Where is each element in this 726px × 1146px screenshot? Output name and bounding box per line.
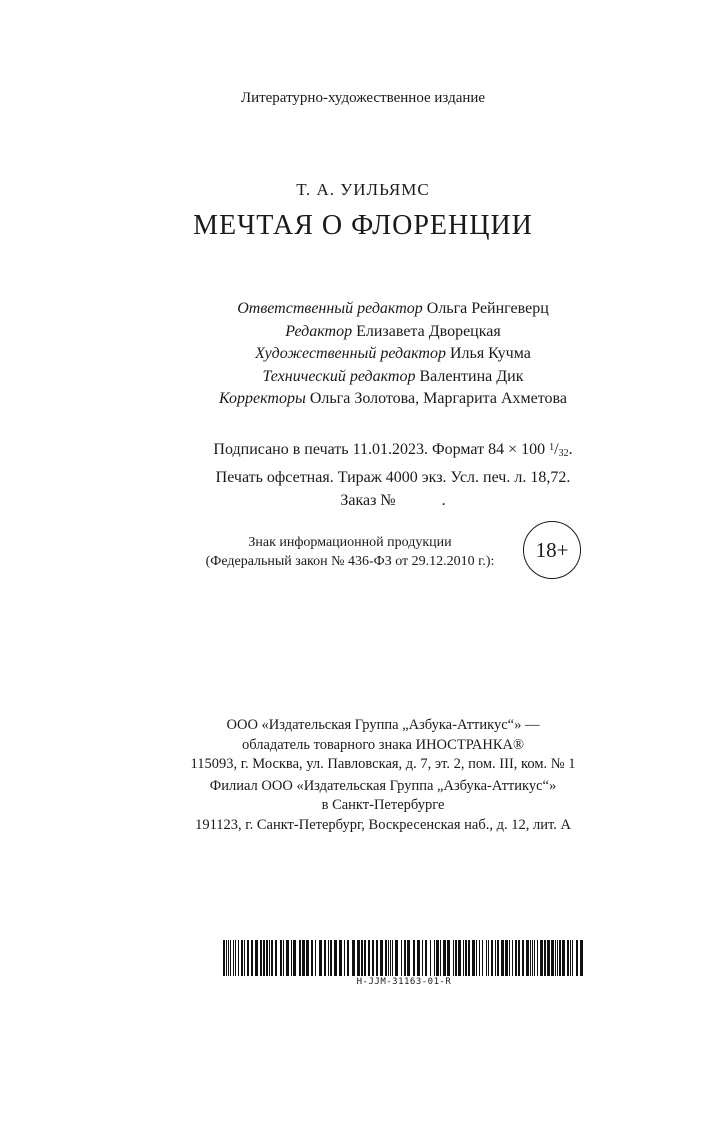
barcode-bar — [339, 940, 342, 976]
barcode-bar — [226, 940, 227, 976]
print-info-block — [0, 436, 726, 513]
barcode-bar — [404, 940, 406, 976]
info-sign-block — [150, 533, 550, 571]
barcode-bar — [518, 940, 520, 976]
barcode-bar — [430, 940, 431, 976]
credit-role: Ответственный редактор — [237, 300, 423, 317]
barcode-bar — [547, 940, 550, 976]
publisher-block — [0, 716, 726, 835]
barcode-bar — [238, 940, 239, 976]
barcode-bar — [330, 940, 332, 976]
barcode-bar — [559, 940, 561, 976]
barcode-bar — [472, 940, 475, 976]
barcode-bar — [453, 940, 454, 976]
credit-line — [0, 343, 726, 366]
publisher-address: 115093, г. Москва, ул. Павловская, д. 7, эт. 2, пом. III, ком. № 1 — [190, 756, 576, 772]
barcode-bar — [380, 940, 383, 976]
barcode-bar — [515, 940, 517, 976]
barcode-bar — [260, 940, 262, 976]
barcode-bar — [522, 940, 524, 976]
order-end: . — [441, 492, 446, 509]
barcode-bar — [319, 940, 322, 976]
signed-text: Подписано в печать 11.01.2023. Формат 84 × 100 — [213, 441, 546, 458]
barcode-bar — [347, 940, 349, 976]
barcode-bar — [562, 940, 565, 976]
barcode-bar — [390, 940, 391, 976]
branch-address: 191123, г. Санкт-Петербург, Воскресенская наб., д. 12, лит. А — [195, 816, 571, 833]
barcode-bar — [407, 940, 410, 976]
barcode — [221, 940, 587, 990]
credit-line — [0, 388, 726, 411]
barcode-code: H-JJM-31163-01-R — [356, 977, 452, 987]
barcode-bar — [447, 940, 450, 976]
info-sign-law: (Федеральный закон № 436-ФЗ от 29.12.2010 г.): — [205, 554, 495, 569]
credit-person: Ольга Золотова, Маргарита Ахметова — [309, 390, 567, 407]
barcode-bar — [537, 940, 538, 976]
barcode-bar — [395, 940, 398, 976]
barcode-bar — [299, 940, 301, 976]
barcode-bar — [385, 940, 387, 976]
barcode-bar — [512, 940, 513, 976]
barcode-bar — [488, 940, 489, 976]
credit-line — [0, 366, 726, 389]
barcode-bar — [417, 940, 420, 976]
barcode-bars-icon — [221, 940, 587, 976]
barcode-bar — [425, 940, 427, 976]
barcode-bar — [458, 940, 461, 976]
barcode-bar — [570, 940, 571, 976]
age-rating-badge: 18+ — [523, 521, 581, 579]
barcode-bar — [455, 940, 457, 976]
branch-name: Филиал ООО «Издательская Группа „Азбука-Аттикус“» — [209, 777, 557, 794]
barcode-bar — [436, 940, 439, 976]
credit-role: Художественный редактор — [255, 345, 446, 362]
barcode-bar — [263, 940, 265, 976]
barcode-bar — [401, 940, 402, 976]
barcode-bar — [576, 940, 578, 976]
barcode-bar — [255, 940, 258, 976]
barcode-bar — [486, 940, 487, 976]
barcode-bar — [352, 940, 355, 976]
barcode-bar — [233, 940, 234, 976]
barcode-bar — [440, 940, 441, 976]
author-name: Т. А. УИЛЬЯМС — [296, 180, 430, 199]
barcode-bar — [328, 940, 329, 976]
barcode-bar — [269, 940, 270, 976]
branch-city: в Санкт-Петербурге — [321, 797, 445, 813]
credit-line — [0, 298, 726, 321]
barcode-bar — [376, 940, 378, 976]
barcode-bar — [251, 940, 253, 976]
barcode-bar — [364, 940, 366, 976]
format-denominator: 32 — [558, 448, 569, 459]
barcode-bar — [293, 940, 296, 976]
barcode-bar — [306, 940, 309, 976]
barcode-bar — [540, 940, 543, 976]
barcode-bar — [526, 940, 529, 976]
barcode-bar — [392, 940, 393, 976]
credit-person: Илья Кучма — [449, 345, 531, 362]
barcode-bar — [302, 940, 305, 976]
credit-person: Валентина Дик — [419, 367, 524, 385]
credit-role: Редактор — [285, 322, 353, 340]
signed-line — [0, 436, 726, 466]
publisher-name: ООО «Издательская Группа „Азбука-Аттикус“» — — [226, 717, 540, 733]
barcode-bar — [368, 940, 370, 976]
barcode-bar — [468, 940, 470, 976]
barcode-bar — [534, 940, 535, 976]
signed-end: . — [568, 441, 573, 458]
barcode-bar — [509, 940, 510, 976]
credit-line — [0, 321, 726, 344]
barcode-bar — [463, 940, 464, 976]
barcode-bar — [532, 940, 533, 976]
barcode-bar — [291, 940, 292, 976]
credit-person: Елизавета Дворецкая — [356, 322, 501, 340]
barcode-bar — [275, 940, 277, 976]
barcode-bar — [501, 940, 504, 976]
barcode-bar — [555, 940, 556, 976]
barcode-bar — [235, 940, 236, 976]
barcode-bar — [223, 940, 225, 976]
barcode-bar — [361, 940, 363, 976]
barcode-bar — [334, 940, 337, 976]
barcode-bar — [476, 940, 477, 976]
barcode-bar — [388, 940, 389, 976]
barcode-bar — [286, 940, 289, 976]
barcode-bar — [271, 940, 273, 976]
barcode-bar — [266, 940, 268, 976]
barcode-bar — [495, 940, 496, 976]
barcode-bar — [465, 940, 467, 976]
barcode-bar — [280, 940, 282, 976]
barcode-bar — [497, 940, 499, 976]
barcode-bar — [557, 940, 558, 976]
barcode-bar — [434, 940, 435, 976]
barcode-bar — [283, 940, 284, 976]
print-run-line: Печать офсетная. Тираж 4000 экз. Усл. печ. л. 18,72. — [215, 468, 571, 486]
barcode-bar — [357, 940, 360, 976]
barcode-bar — [247, 940, 249, 976]
credits-block — [0, 298, 726, 411]
order-label: Заказ № — [340, 492, 396, 509]
format-slash: / — [554, 441, 559, 458]
barcode-bar — [372, 940, 374, 976]
barcode-bar — [413, 940, 415, 976]
barcode-bar — [479, 940, 480, 976]
barcode-bar — [443, 940, 446, 976]
barcode-bar — [572, 940, 573, 976]
format-numerator: 1 — [549, 442, 555, 453]
barcode-bar — [482, 940, 483, 976]
credit-role: Корректоры — [219, 390, 306, 407]
barcode-bar — [244, 940, 245, 976]
barcode-bar — [530, 940, 531, 976]
barcode-bar — [241, 940, 243, 976]
barcode-bar — [422, 940, 423, 976]
barcode-bar — [544, 940, 546, 976]
barcode-bar — [324, 940, 326, 976]
barcode-bar — [344, 940, 345, 976]
barcode-bar — [505, 940, 508, 976]
barcode-bar — [228, 940, 229, 976]
info-sign-label: Знак информационной продукции — [248, 535, 452, 550]
barcode-bar — [580, 940, 583, 976]
barcode-bar — [551, 940, 554, 976]
book-title: МЕЧТАЯ О ФЛОРЕНЦИИ — [193, 210, 533, 241]
trademark-owner: обладатель товарного знака ИНОСТРАНКА® — [241, 736, 525, 753]
credit-role: Технический редактор — [262, 367, 416, 385]
barcode-bar — [567, 940, 569, 976]
barcode-bar — [311, 940, 313, 976]
barcode-bar — [315, 940, 316, 976]
edition-type: Литературно-художественное издание — [240, 90, 486, 106]
order-line — [0, 489, 726, 513]
barcode-bar — [491, 940, 493, 976]
credit-person: Ольга Рейнгеверц — [426, 300, 549, 317]
barcode-bar — [230, 940, 231, 976]
